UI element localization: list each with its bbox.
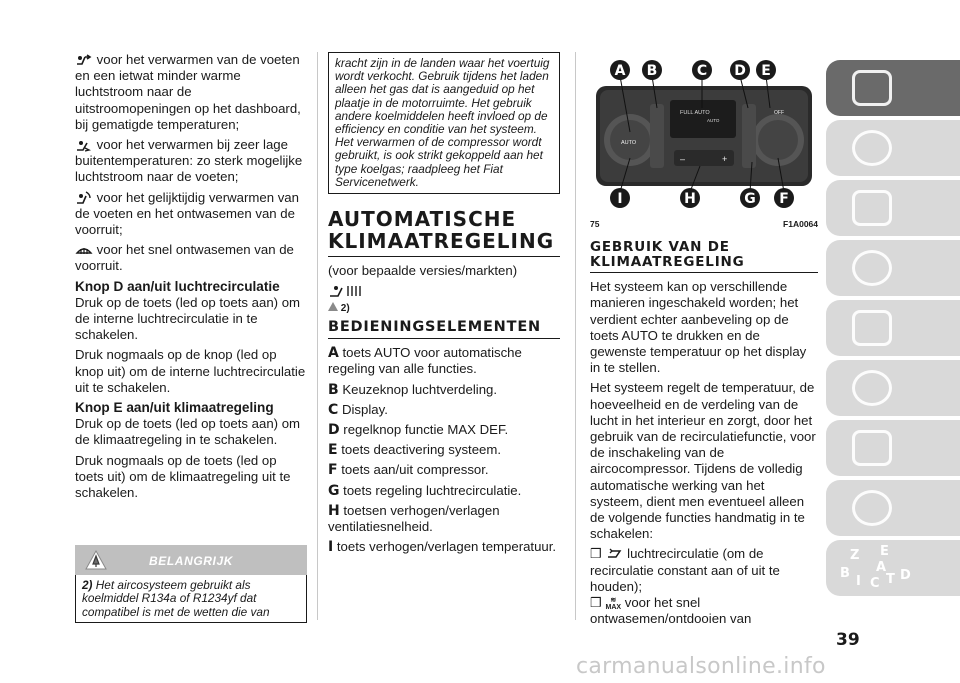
panel-auto-small-label: AUTO <box>707 118 720 123</box>
figure-number: 75 <box>590 219 600 229</box>
control-letter: H <box>328 502 340 519</box>
page-number: 39 <box>836 630 860 650</box>
multimedia-icon-glyph <box>852 490 892 526</box>
airflow-feet-icon <box>75 138 93 152</box>
svg-text:+: + <box>722 154 728 164</box>
paragraph-feet-dash: voor het verwarmen van de voeten en een ietwat minder warme luchtstroom naar de uitstroomopeningen op het dashboard, bij gematigde temperaturen; <box>75 52 301 132</box>
index-letter: C <box>870 576 880 591</box>
bullet-recirculation: ❒ luchtrecirculatie (om de recirculatie constant aan of uit te houden); <box>590 546 780 594</box>
control-item-c <box>328 402 560 418</box>
panel-auto-label: AUTO <box>621 140 637 146</box>
column-left <box>75 52 307 623</box>
starting-driving-icon-glyph <box>852 250 892 286</box>
maintenance-icon-glyph <box>852 370 892 406</box>
warning-note: 2) Het aircosysteem gebruikt als koelmiddel R134a of R1234yf dat compatibel is met de wetten die van <box>75 575 307 623</box>
control-text: toets verhogen/verlagen temperatuur. <box>336 539 557 555</box>
callout-a-label: A <box>614 63 626 79</box>
warning-triangle-icon[interactable] <box>826 300 960 356</box>
paragraph-knop-d-off: Druk nogmaals op de knop (led op knop uit) om de interne luchtrecirculatie uit te schakelen. <box>75 347 306 395</box>
car-info-icon-glyph <box>852 70 892 106</box>
control-text: toets AUTO voor automatische regeling van alle functies. <box>328 345 522 377</box>
max-def-icon: ≋ MAX <box>605 597 622 612</box>
control-letter: A <box>328 345 339 362</box>
control-item-f <box>328 462 560 478</box>
paragraph-knop-e-off: Druk nogmaals op de toets (led op toets uit) om de klimaatregeling uit te schakelen. <box>75 452 291 501</box>
control-item-a <box>328 345 560 377</box>
warning-note-continued: kracht zijn in de landen waar het voertuig wordt verkocht. Gebruik tijdens het laden alleen het gas dat is aangeduid op het plaatje in de motorruimte. Het gebruik andere koelmiddelen heeft invloed op de efficiency en conditie van het systeem. Het verwarmen of de compressor wordt gebruikt, is ook strikt gekoppeld aan het type koelgas; raadpleeg het Fiat Servicenetwerk. <box>328 52 560 194</box>
environment-warning-icon <box>85 550 107 570</box>
index-letter: T <box>886 572 895 587</box>
index-letter: D <box>900 568 911 583</box>
control-letter: E <box>328 442 338 459</box>
recirculation-icon <box>606 547 624 561</box>
index-letter: Z <box>850 548 860 563</box>
subheading-knop-e: Knop E aan/uit klimaatregeling <box>75 400 274 416</box>
paragraph-windscreen: voor het snel ontwasemen van de voorruit. <box>75 242 294 274</box>
callout-d-label: D <box>734 63 746 79</box>
index-letter: E <box>880 544 889 559</box>
warning-triangle-icon-glyph <box>852 310 892 346</box>
control-item-i <box>328 539 560 555</box>
versions-note: (voor bepaalde versies/markten) <box>328 263 518 279</box>
control-text: toetsen verhogen/verlagen ventilatiesnelheid. <box>328 502 500 535</box>
control-item-b <box>328 382 560 398</box>
index-icon[interactable] <box>826 540 960 596</box>
controls-list <box>328 345 560 555</box>
callout-c-label: C <box>696 63 708 79</box>
reference-triangle-icon <box>328 302 338 311</box>
airflow-feet-dash-icon <box>75 53 93 67</box>
control-letter: F <box>328 462 338 479</box>
maintenance-icon[interactable] <box>826 360 960 416</box>
control-letter: C <box>328 401 339 418</box>
control-text: Display. <box>341 401 388 417</box>
control-text: toets aan/uit compressor. <box>341 462 489 478</box>
multimedia-icon[interactable] <box>826 480 960 536</box>
paragraph-usage-2: Het systeem regelt de temperatuur, de hoeveelheid en de verdeling van de lucht in het interieur en zorgt, door het gebruik van de recirculatiefunctie, voor de inschakeling van de aircocompressor. Tijdens de volledig automatische werking van het systeem, dient men eventueel alleen de volgende functies handmatig in te schakelen: <box>590 380 816 542</box>
climate-panel-illustration <box>590 52 818 214</box>
index-letter: A <box>876 560 887 575</box>
control-text: regelknop functie MAX DEF. <box>343 422 509 438</box>
dashboard-lights-icon[interactable] <box>826 120 960 176</box>
control-letter: G <box>328 482 340 499</box>
svg-text:–: – <box>680 154 686 164</box>
column-divider-2 <box>575 52 576 620</box>
airflow-feet-windscreen-icon <box>75 191 93 205</box>
control-letter: B <box>328 381 339 398</box>
figure-code: F1A0064 <box>783 219 818 229</box>
index-letter: B <box>840 566 850 581</box>
defrost-windscreen-icon <box>75 243 93 257</box>
paragraph-knop-e-on: Druk op de toets (led op toets aan) om de klimaatregeling in te schakelen. <box>75 416 301 448</box>
safety-airbag-icon-glyph <box>852 190 892 226</box>
callout-f-label: F <box>779 191 789 207</box>
callout-g-label: G <box>744 191 756 207</box>
callout-b-label: B <box>646 63 658 79</box>
dashboard-lights-icon-glyph <box>852 130 892 166</box>
section-heading-auto-climate: AUTOMATISCHE KLIMAATREGELING <box>328 208 560 257</box>
subheading-knop-d: Knop D aan/uit luchtrecirculatie <box>75 278 280 294</box>
column-divider-1 <box>317 52 318 620</box>
climate-control-icon <box>328 283 368 299</box>
control-item-d <box>328 422 560 438</box>
warning-header <box>75 545 307 575</box>
paragraph-feet-windscreen: voor het gelijktijdig verwarmen van de voeten en het ontwasemen van de voorruit; <box>75 189 299 238</box>
section-heading-controls: BEDIENINGSELEMENTEN <box>328 319 560 339</box>
callout-i-label: I <box>617 191 623 207</box>
callout-e-label: E <box>761 63 771 79</box>
column-middle <box>328 52 560 559</box>
control-letter: I <box>328 539 334 556</box>
technical-data-icon-glyph <box>852 430 892 466</box>
climate-symbol-row <box>328 283 560 301</box>
control-item-h <box>328 503 560 535</box>
figure-caption <box>590 216 818 232</box>
section-heading-usage: GEBRUIK VAN DE KLIMAATREGELING <box>590 240 818 273</box>
control-text: toets regeling luchtrecirculatie. <box>343 482 522 498</box>
control-letter: D <box>328 422 340 439</box>
control-text: Keuzeknop luchtverdeling. <box>342 381 498 397</box>
index-letter: I <box>856 574 861 589</box>
control-item-e <box>328 442 560 458</box>
warning-title: BELANGRIJK <box>149 554 234 569</box>
callout-h-label: H <box>684 191 696 207</box>
technical-data-icon[interactable] <box>826 420 960 476</box>
watermark: carmanualsonline.info <box>576 654 826 679</box>
car-info-icon[interactable] <box>826 60 960 116</box>
safety-airbag-icon[interactable] <box>826 180 960 236</box>
paragraph-usage-1: Het systeem kan op verschillende manieren ingeschakeld worden; het verdient echter aanbeveling op de toets AUTO te drukken en de gewenste temperatuur op het display in te stellen. <box>590 279 807 376</box>
panel-off-label: OFF <box>774 110 784 116</box>
paragraph-feet-max: voor het verwarmen bij zeer lage buitentemperaturen: zo sterk mogelijke luchtstroom naar de voeten; <box>75 137 303 185</box>
control-item-g <box>328 483 560 499</box>
control-text: toets deactivering systeem. <box>341 442 502 458</box>
paragraph-knop-d-on: Druk op de toets (led op toets aan) om de interne luchtrecirculatie in te schakelen. <box>75 294 301 343</box>
panel-full-auto-label: FULL AUTO <box>680 110 710 116</box>
climate-panel-figure <box>590 52 818 214</box>
bullet-max-def: ❒ ≋ MAX voor het snel ontwasemen/ontdooien van <box>590 595 752 627</box>
starting-driving-icon[interactable] <box>826 240 960 296</box>
column-right <box>590 52 818 627</box>
reference-row: 2) <box>328 301 560 315</box>
